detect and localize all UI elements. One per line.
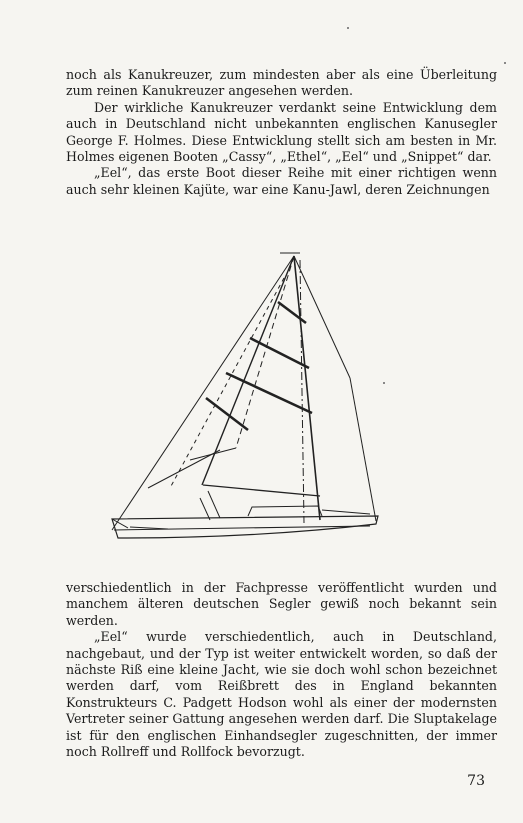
hull (112, 516, 378, 538)
shroud-dashed (236, 256, 294, 448)
jib-sheet (148, 450, 220, 488)
paragraph: „Eel“ wurde verschiedentlich, auch in Deutschland, nachgebaut, und der Typ ist weiter entwickelt worden, so daß der nächste Riß eine kleine Jacht, wie sie doch wohl schon bezeichnet werden darf, vom Reißbrett des in England bekannten Konstrukteurs C. Padgett Hodson wohl als einer der modernsten Vertreter seiner Gattung angesehen werden darf. Die Sluptakelage ist für den englischen Einhandsegler zugeschnitten, der immer noch Rollreff und Rollfock bevorzugt. (66, 629, 497, 760)
text-block-bottom (66, 580, 497, 760)
cabin (248, 506, 322, 516)
batten (278, 302, 306, 323)
text-block-top (66, 67, 497, 198)
tiller (322, 510, 370, 514)
backstay (294, 256, 350, 378)
boom (203, 485, 320, 496)
strut (200, 498, 210, 520)
mast (294, 256, 320, 520)
batten (250, 338, 309, 368)
mainsail-leech (202, 256, 294, 485)
centerline-dashed (300, 260, 304, 523)
strut (208, 491, 220, 518)
print-speck (347, 27, 349, 29)
print-speck (504, 62, 506, 64)
backstay-lower (350, 378, 376, 521)
batten (206, 398, 248, 430)
paragraph: verschiedentlich in der Fachpresse veröffentlicht wurden und manchem älteren deutschen Segler gewiß noch bekannt sein werden. (66, 580, 497, 628)
print-speck (383, 382, 385, 384)
paragraph: Der wirkliche Kanukreuzer verdankt seine Entwicklung dem auch in Deutschland nicht unbekannten englischen Kanusegler George F. Holmes. Diese Entwicklung stellt sich am besten in Mr. Holmes eigenen Booten „Cassy“, „Ethel“, „Eel“ und „Snippet“ dar. (66, 99, 497, 165)
jib-dashed (170, 278, 284, 488)
paragraph: „Eel“, das erste Boot dieser Reihe mit einer richtigen wenn auch sehr kleinen Kajüte, war eine Kanu-Jawl, deren Zeichnungen (66, 165, 497, 197)
paragraph: noch als Kanukreuzer, zum mindesten aber als eine Überleitung zum reinen Kanukreuzer angesehen werden. (66, 67, 497, 99)
sail-plan-drawing (108, 238, 418, 548)
bow-line (130, 527, 168, 529)
page-number: 73 (467, 773, 485, 789)
